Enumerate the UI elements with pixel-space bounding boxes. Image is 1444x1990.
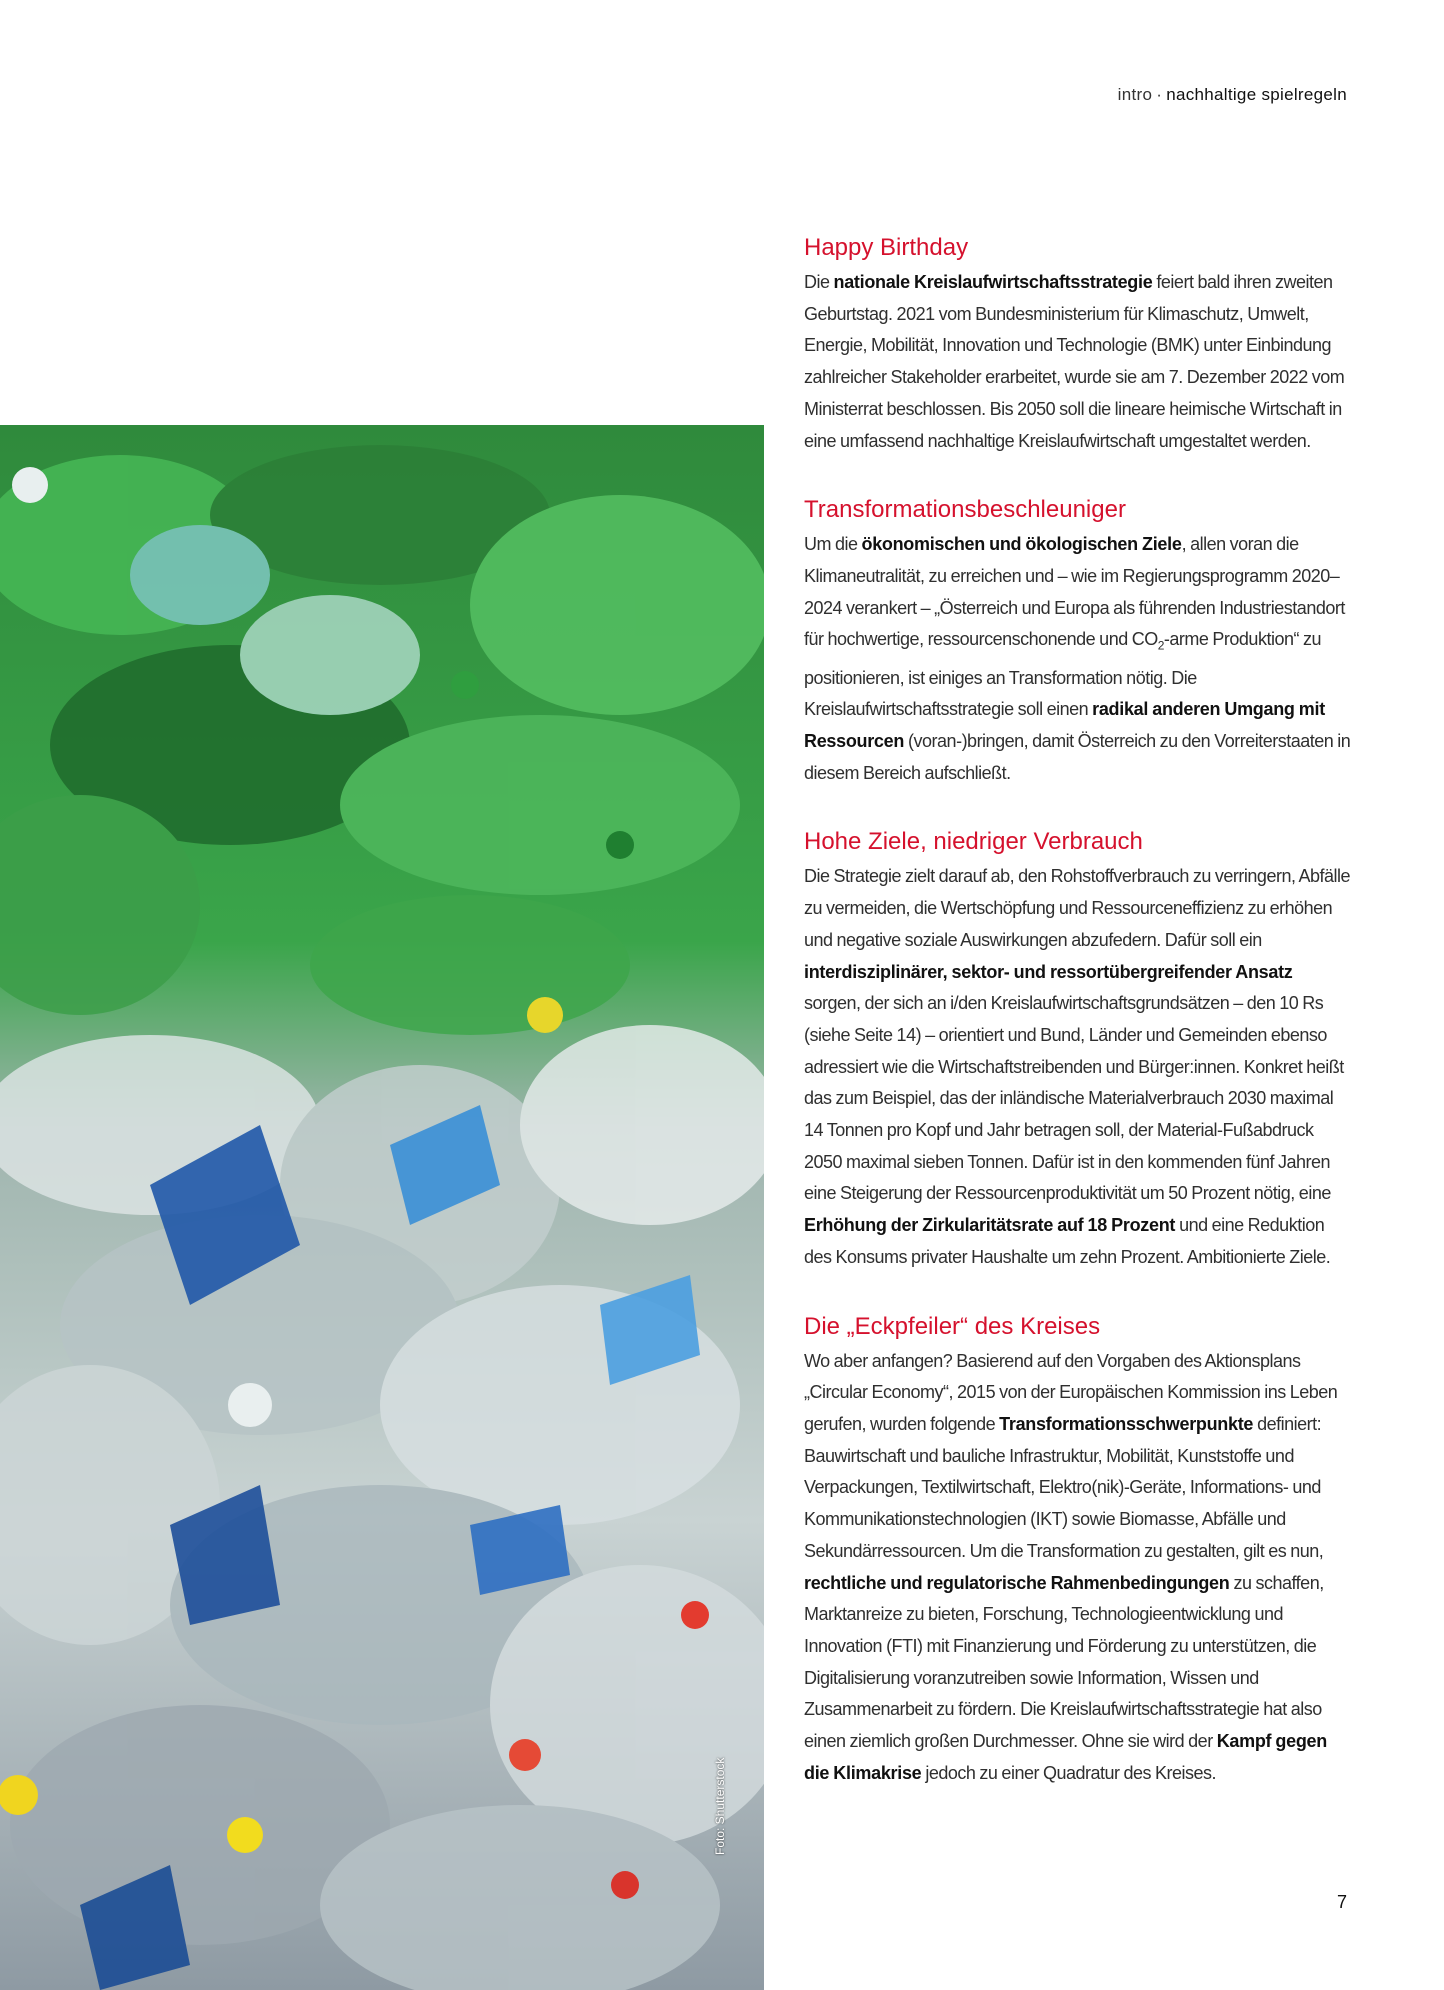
running-head-separator: ·	[1156, 85, 1163, 104]
section-transformationsbeschleuniger	[804, 495, 1351, 789]
section-eckpfeiler	[804, 1312, 1351, 1790]
section-paragraph: Um die ökonomischen und ökologischen Ziele, allen voran die Klimaneutralität, zu erreichen und – wie im Regierungsprogramm 2020–2024 verankert – „Österreich und Europa als führenden Industriestandort für hochwertige, ressourcenschonende und $CO_2$-arme Produktion“ zu positionieren, ist einiges an Transformation nötig. Die Kreislaufwirtschaftsstrategie soll einen radikal anderen Umgang mit Ressourcen (voran-)bringen, damit Österreich zu den Vorreiterstaaten in diesem Bereich aufschließt.	[804, 534, 1351, 783]
photo-illustration	[0, 425, 764, 1990]
page-number: 7	[1336, 1892, 1347, 1912]
emphasis-text: Kampf gegen die Klimakrise	[804, 1731, 1327, 1783]
section-heading: Transformationsbeschleuniger	[804, 496, 1126, 524]
subscript-text: 2	[1157, 638, 1164, 653]
emphasis-text: rechtliche und regulatorische Rahmenbedingungen	[804, 1572, 1230, 1593]
section-heading: Die „Eckpfeiler“ des Kreises	[804, 1312, 1101, 1340]
article-text	[804, 233, 1351, 1827]
section-heading: Happy Birthday	[804, 234, 969, 261]
photo-credit: Foto: Shutterstock	[713, 1757, 727, 1855]
section-paragraph: Die Strategie zielt darauf ab, den Rohstoffverbrauch zu verringern, Abfälle zu vermeiden, die Wertschöpfung und Ressourceneffizienz zu erhöhen und negative soziale Auswirkungen abzufedern. Dafür soll ein interdisziplinärer, sektor- und ressortübergreifender Ansatz sorgen, der sich an i/den Kreislaufwirtschaftsgrundsätzen – den 10 Rs (siehe Seite 14) – orientiert und Bund, Länder und Gemeinden ebenso adressiert wie die Wirtschaftstreibenden und Bürger:innen. Konkret heißt das zum Beispiel, das der inländische Materialverbrauch 2030 maximal 14 Tonnen pro Kopf und Jahr betragen soll, der Material-Fußabdruck 2050 maximal sieben Tonnen. Dafür ist in den kommenden fünf Jahren eine Steigerung der Ressourcenproduktivität um 50 Prozent nötig, eine Erhöhung der Zirkularitätsrate auf 18 Prozent und eine Reduktion des Konsums privater Haushalte um zehn Prozent. Ambitionierte Ziele.	[804, 866, 1351, 1267]
section-happy-birthday	[804, 233, 1351, 457]
emphasis-text: ökonomischen und ökologischen Ziele	[861, 534, 1182, 555]
section-paragraph: Die nationale Kreislaufwirtschaftsstrategie feiert bald ihren zweiten Geburtstag. 2021 vom Bundesministerium für Klimaschutz, Umwelt, Energie, Mobilität, Innovation und Technologie (BMK) unter Einbindung zahlreicher Stakeholder erarbeitet, wurde sie am 7. Dezember 2022 vom Ministerrat beschlossen. Bis 2050 soll die lineare heimische Wirtschaft in eine umfassend nachhaltige Kreislaufwirtschaft umgestaltet werden.	[804, 272, 1345, 451]
emphasis-text: Transformationsschwerpunkte	[999, 1413, 1254, 1434]
section-heading: Hohe Ziele, niedriger Verbrauch	[804, 828, 1143, 856]
plastic-bottles-photo	[0, 425, 764, 1990]
emphasis-text: interdisziplinärer, sektor- und ressortübergreifender Ansatz	[804, 961, 1293, 982]
section-paragraph: Wo aber anfangen? Basierend auf den Vorgaben des Aktionsplans „Circular Economy“, 2015 von der Europäischen Kommission ins Leben gerufen, wurden folgende Transformationsschwerpunkte definiert: Bauwirtschaft und bauliche Infrastruktur, Mobilität, Kunststoffe und Verpackungen, Textilwirtschaft, Elektro(nik)-Geräte, Informations- und Kommunikationstechnologien (IKT) sowie Biomasse, Abfälle und Sekundärressourcen. Um die Transformation zu gestalten, gilt es nun, rechtliche und regulatorische Rahmenbedingungen zu schaffen, Marktanreize zu bieten, Forschung, Technologieentwicklung und Innovation (FTI) mit Finanzierung und Förderung zu unterstützen, die Digitalisierung voranzutreiben sowie Information, Wissen und Zusammenarbeit zu fördern. Die Kreislaufwirtschaftsstrategie hat also einen ziemlich großen Durchmesser. Ohne sie wird der Kampf gegen die Klimakrise jedoch zu einer Quadratur des Kreises.	[804, 1350, 1338, 1783]
emphasis-text: nationale Kreislaufwirtschaftsstrategie	[833, 272, 1153, 292]
running-head-title: nachhaltige spielregeln	[1166, 85, 1347, 104]
running-head	[1118, 85, 1347, 105]
running-head-section: intro	[1117, 85, 1153, 104]
emphasis-text: Erhöhung der Zirkularitätsrate auf 18 Prozent	[804, 1215, 1176, 1236]
emphasis-text: radikal anderen Umgang mit Ressourcen	[804, 699, 1325, 752]
section-hohe-ziele	[804, 827, 1351, 1273]
